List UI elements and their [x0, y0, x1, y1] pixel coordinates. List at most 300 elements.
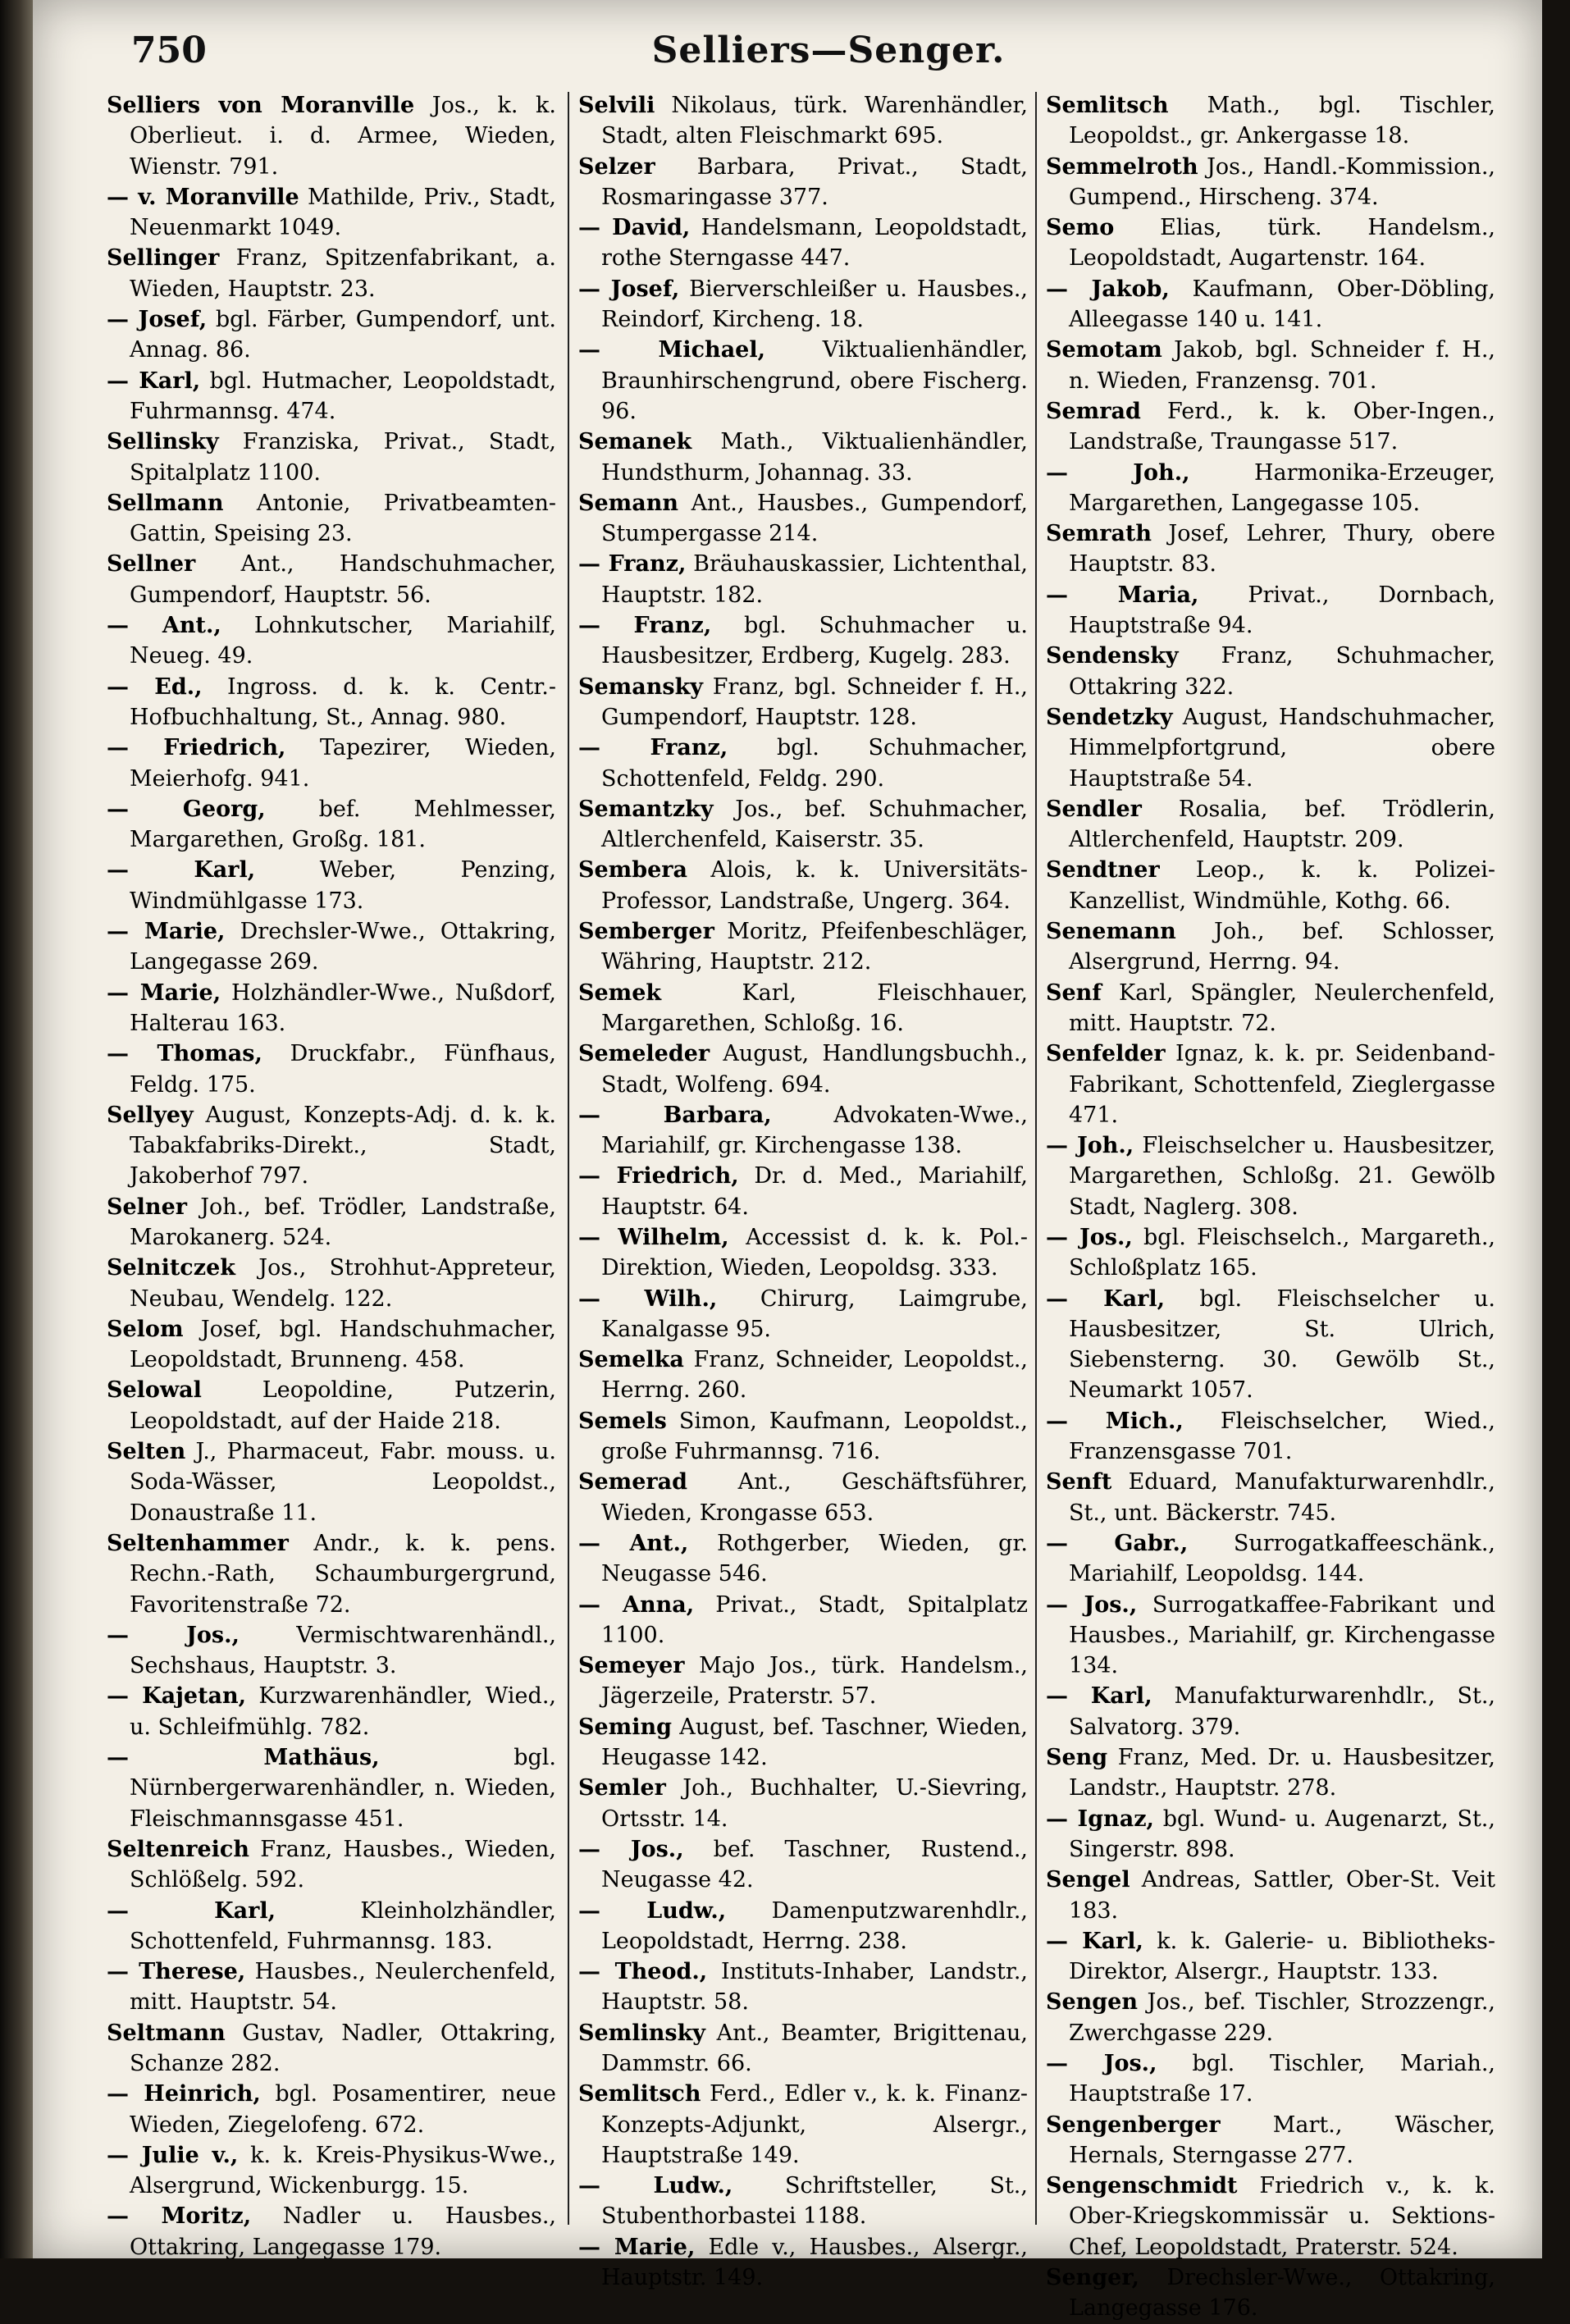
entry-details: bgl. Färber, Gumpendorf, unt. Annag. 86. [130, 307, 556, 363]
entry-details: August, Handschuhmacher, Himmelpfortgrund, obere Hauptstraße 54. [1069, 704, 1495, 792]
entry-surname: Semerad [578, 1469, 688, 1495]
directory-entry [578, 1528, 1028, 1590]
entry-surname: Selom [107, 1316, 184, 1342]
entry-details: Josef, bgl. Handschuhmacher, Leopoldstadt, Brunneng. 458. [130, 1316, 556, 1373]
entry-details: August, bef. Taschner, Wieden, Heugasse 142. [601, 1714, 1028, 1771]
directory-entry [578, 733, 1028, 794]
directory-entry [107, 978, 556, 1039]
directory-entry [578, 212, 1028, 274]
entry-details: Bräuhauskassier, Lichtenthal, Hauptstr. 182. [601, 551, 1028, 608]
entry-surname: Selliers von Moranville [107, 93, 415, 118]
entry-surname: Semler [578, 1775, 666, 1801]
entry-surname: — Ludw., [578, 1897, 727, 1924]
entry-surname: — Josef, [578, 276, 680, 302]
entry-surname: Semlitsch [1046, 93, 1169, 118]
entry-details: Franz, Med. Dr. u. Hausbesitzer, Landstr., Hauptstr. 278. [1069, 1745, 1495, 1801]
directory-entry [578, 2171, 1028, 2232]
entry-details: Ant., Hausbes., Gumpendorf, Stumpergasse 214. [601, 490, 1028, 547]
directory-entry [578, 2018, 1028, 2080]
entry-surname: — Heinrich, [107, 2081, 261, 2107]
directory-entry [1046, 1284, 1495, 1406]
entry-details: Handelsmann, Leopoldstadt, rothe Sterngasse 447. [601, 215, 1028, 272]
entry-details: k. k. Galerie- u. Bibliotheks-Direktor, Alsergr., Hauptstr. 133. [1069, 1928, 1495, 1985]
directory-entry [1046, 1406, 1495, 1468]
directory-entry [1046, 702, 1495, 794]
entry-surname: — Ludw., [578, 2173, 733, 2199]
directory-entry [107, 243, 556, 304]
entry-surname: — Wilhelm, [578, 1224, 729, 1250]
entry-surname: — Karl, [107, 857, 256, 883]
directory-entry [578, 274, 1028, 336]
entry-details: Ant., Handschuhmacher, Gumpendorf, Hauptstr. 56. [130, 551, 556, 608]
entry-surname: Senf [1046, 979, 1102, 1006]
directory-entry [107, 1039, 556, 1100]
directory-entry [578, 1161, 1028, 1222]
entry-surname: Semek [578, 979, 662, 1006]
entry-details: Antonie, Privatbeamten-Gattin, Speising 23. [130, 490, 556, 547]
entry-surname: — Ant., [107, 613, 221, 639]
entry-surname: — Franz, [578, 551, 687, 578]
directory-entry [1046, 2048, 1495, 2110]
entry-surname: Sellyey [107, 1102, 194, 1128]
entry-details: Leop., k. k. Polizei-Kanzellist, Windmühle, Kothg. 66. [1069, 857, 1495, 914]
entry-surname: Sendler [1046, 796, 1142, 822]
entry-surname: Semberger [578, 919, 714, 945]
entry-surname: Seng [1046, 1745, 1108, 1771]
directory-entry [107, 794, 556, 856]
entry-details: Franz, Spitzenfabrikant, a. Wieden, Hauptstr. 23. [130, 245, 556, 302]
entry-details: bgl. Schuhmacher, Schottenfeld, Feldg. 290. [601, 735, 1028, 792]
entry-details: August, Konzepts-Adj. d. k. k. Tabakfabriks-Direkt., Stadt, Jakoberhof 797. [130, 1102, 556, 1189]
directory-entry [578, 152, 1028, 213]
entry-surname: — Jos., [1046, 2051, 1157, 2076]
entry-surname: — Karl, [1046, 1928, 1143, 1954]
entry-details: Franziska, Privat., Stadt, Spitalplatz 1100. [130, 429, 556, 486]
directory-entry [107, 2140, 556, 2202]
entry-details: Dr. d. Med., Mariahilf, Hauptstr. 64. [601, 1163, 1029, 1220]
directory-entry [107, 1834, 556, 1896]
entry-details: J., Pharmaceut, Fabr. mouss. u. Soda-Wässer, Leopoldst., Donaustraße 11. [130, 1439, 556, 1526]
entry-surname: — Georg, [107, 796, 266, 822]
directory-entry [107, 1192, 556, 1253]
entry-surname: Sellinsky [107, 429, 219, 455]
entry-surname: — Jakob, [1046, 276, 1170, 302]
directory-entry [1046, 1681, 1495, 1742]
directory-entry [1046, 1130, 1495, 1222]
directory-entry [578, 1590, 1028, 1651]
directory-column-2 [578, 90, 1029, 2291]
entry-details: Kurzwarenhändler, Wied., u. Schleifmühlg. 782. [130, 1683, 556, 1740]
entry-details: Lohnkutscher, Mariahilf, Neueg. 49. [130, 613, 556, 669]
entry-surname: Sengel [1046, 1867, 1130, 1893]
entry-details: Karl, Spängler, Neulerchenfeld, mitt. Hauptstr. 72. [1069, 979, 1495, 1036]
directory-entry [107, 1253, 556, 1314]
entry-surname: — Mich., [1046, 1408, 1184, 1434]
entry-surname: Semmelroth [1046, 153, 1198, 180]
entry-details: Schriftsteller, St., Stubenthorbastei 1188. [601, 2173, 1028, 2230]
directory-entry [578, 672, 1028, 733]
entry-surname: Sellner [107, 551, 196, 578]
directory-entry [107, 427, 556, 488]
directory-entry [578, 1222, 1028, 1284]
directory-entry [578, 610, 1028, 672]
column-divider-2 [1035, 92, 1037, 2225]
directory-entry [1046, 396, 1495, 458]
entry-details: Franz, bgl. Schneider f. H., Gumpendorf, Hauptstr. 128. [601, 673, 1028, 730]
entry-surname: Semelka [578, 1347, 684, 1373]
entry-details: Josef, Lehrer, Thury, obere Hauptstr. 83. [1069, 521, 1495, 578]
directory-entry [107, 366, 556, 427]
directory-entry [578, 1834, 1028, 1896]
entry-details: Advokaten-Wwe., Mariahilf, gr. Kirchengasse 138. [601, 1102, 1028, 1159]
entry-surname: Selzer [578, 153, 655, 180]
directory-entry [1046, 518, 1495, 580]
entry-surname: Semels [578, 1408, 667, 1434]
directory-entry [578, 1896, 1028, 1957]
entry-details: Surrogatkaffeeschänk., Mariahilf, Leopoldsg. 144. [1069, 1530, 1495, 1587]
entry-surname: — Friedrich, [107, 735, 286, 761]
entry-details: bgl. Hutmacher, Leopoldstadt, Fuhrmannsg. 474. [130, 368, 556, 424]
directory-entry [578, 1039, 1028, 1100]
directory-entry [107, 182, 556, 244]
entry-details: bef. Mehlmesser, Margarethen, Großg. 181. [130, 796, 556, 853]
directory-entry [578, 549, 1028, 610]
directory-entry [107, 2079, 556, 2140]
directory-column-1 [107, 90, 557, 2260]
entry-surname: Semlinsky [578, 2020, 705, 2046]
entry-details: August, Handlungsbuchh., Stadt, Wolfeng. 694. [601, 1041, 1028, 1098]
directory-entry [107, 2201, 556, 2262]
entry-surname: — Ignaz, [1046, 1806, 1154, 1832]
entry-surname: Sendetzky [1046, 704, 1173, 730]
entry-details: Franz, Schuhmacher, Ottakring 322. [1069, 643, 1495, 700]
directory-entry [578, 1773, 1028, 1834]
entry-details: Druckfabr., Fünfhaus, Feldg. 175. [130, 1041, 556, 1098]
entry-surname: — Kajetan, [107, 1683, 247, 1710]
entry-details: Ferd., k. k. Ober-Ingen., Landstraße, Traungasse 517. [1069, 398, 1495, 455]
directory-entry [107, 855, 556, 916]
directory-entry [1046, 794, 1495, 856]
entry-details: Instituts-Inhaber, Landstr., Hauptstr. 58. [601, 1959, 1028, 2016]
entry-details: Eduard, Manufakturwarenhdlr., St., unt. Bäckerstr. 745. [1069, 1469, 1495, 1526]
directory-entry [578, 2232, 1028, 2294]
entry-surname: Semo [1046, 215, 1115, 241]
entry-surname: — Jos., [1046, 1591, 1138, 1618]
entry-surname: — Ant., [578, 1530, 689, 1556]
entry-surname: Semantzky [578, 796, 714, 822]
directory-entry [107, 1620, 556, 1682]
entry-surname: Sendtner [1046, 857, 1160, 883]
directory-entry [578, 1956, 1028, 2018]
directory-column-3 [1046, 90, 1496, 2322]
entry-details: Manufakturwarenhdlr., St., Salvatorg. 379. [1069, 1683, 1495, 1740]
entry-surname: Selten [107, 1439, 186, 1465]
entry-details: Joh., Buchhalter, U.-Sievring, Ortsstr. 14. [601, 1775, 1028, 1832]
directory-entry [1046, 978, 1495, 1039]
directory-entry [107, 916, 556, 978]
directory-entry [107, 610, 556, 672]
entry-surname: — Maria, [1046, 582, 1199, 608]
page-header [131, 30, 1526, 79]
directory-entry [1046, 1222, 1495, 1284]
entry-details: Harmonika-Erzeuger, Margarethen, Langegasse 105. [1069, 459, 1495, 516]
entry-surname: — Mathäus, [107, 1745, 380, 1771]
entry-details: Mathilde, Priv., Stadt, Neuenmarkt 1049. [130, 184, 556, 241]
entry-details: Holzhändler-Wwe., Nußdorf, Halterau 163. [130, 979, 556, 1036]
directory-entry [107, 1956, 556, 2018]
entry-details: Tapezirer, Wieden, Meierhofg. 941. [130, 735, 556, 792]
directory-entry [578, 916, 1028, 978]
entry-surname: Sellinger [107, 245, 220, 272]
directory-entry [1046, 2110, 1495, 2171]
directory-entry [107, 488, 556, 550]
directory-entry [107, 672, 556, 733]
directory-entry [1046, 1590, 1495, 1682]
entry-surname: Semeleder [578, 1041, 710, 1067]
directory-entry [1046, 916, 1495, 978]
entry-surname: Semann [578, 490, 679, 516]
entry-surname: — v. Moranville [107, 184, 299, 210]
entry-details: Privat., Stadt, Spitalplatz 1100. [601, 1591, 1028, 1648]
directory-entry [107, 1742, 556, 1834]
entry-surname: — Franz, [578, 735, 728, 761]
entry-details: bgl. Nürnbergerwarenhändler, n. Wieden, Fleischmannsgasse 451. [130, 1745, 556, 1832]
entry-details: bgl. Fleischselch., Margareth., Schloßplatz 165. [1069, 1224, 1496, 1281]
entry-details: Weber, Penzing, Windmühlgasse 173. [130, 857, 556, 914]
directory-entry [578, 2079, 1028, 2171]
directory-entry [1046, 1987, 1495, 2048]
directory-entry [107, 1896, 556, 1957]
entry-details: bgl. Wund- u. Augenarzt, St., Singerstr. 898. [1069, 1806, 1495, 1862]
entry-details: Barbara, Privat., Stadt, Rosmaringasse 377. [601, 153, 1028, 210]
directory-entry [1046, 1865, 1495, 1926]
directory-entry [578, 1100, 1028, 1162]
entry-details: Simon, Kaufmann, Leopoldst., große Fuhrmannsg. 716. [601, 1408, 1028, 1465]
entry-details: Jos., bef. Tischler, Strozzengr., Zwerchgasse 229. [1069, 1989, 1495, 2046]
directory-entry [107, 1528, 556, 1620]
entry-details: Ant., Geschäftsführer, Wieden, Krongasse 653. [601, 1469, 1028, 1526]
directory-entry [1046, 212, 1495, 274]
directory-entry [578, 794, 1028, 856]
directory-entry [107, 1375, 556, 1436]
directory-entry [1046, 1528, 1495, 1590]
entry-details: Jakob, bgl. Schneider f. H., n. Wieden, Franzensg. 701. [1069, 337, 1495, 394]
directory-entry [578, 978, 1028, 1039]
entry-details: Nikolaus, türk. Warenhändler, Stadt, alten Fleischmarkt 695. [601, 93, 1028, 149]
entry-details: Edle v., Hausbes., Alsergr., Hauptstr. 149. [601, 2234, 1028, 2291]
entry-surname: Selvili [578, 93, 655, 118]
running-head: Selliers—Senger. [651, 30, 1006, 71]
directory-entry [578, 1712, 1028, 1774]
entry-surname: Seltmann [107, 2020, 226, 2046]
entry-details: Jos., bef. Schuhmacher, Altlerchenfeld, Kaiserstr. 35. [601, 796, 1028, 853]
directory-entry [578, 427, 1028, 488]
entry-details: Fleischselcher u. Hausbesitzer, Margarethen, Schloßg. 21. Gewölb Stadt, Naglerg. 308. [1069, 1133, 1495, 1220]
directory-entry [578, 1284, 1028, 1345]
entry-details: Ferd., Edler v., k. k. Finanz-Konzepts-Adjunkt, Alsergr., Hauptstraße 149. [601, 2081, 1028, 2168]
directory-entry [1046, 2171, 1495, 2262]
entry-surname: — Joh., [1046, 459, 1190, 486]
entry-details: Kleinholzhändler, Schottenfeld, Fuhrmannsg. 183. [130, 1897, 556, 1954]
directory-entry [578, 1345, 1028, 1406]
entry-surname: — Gabr., [1046, 1530, 1189, 1556]
entry-surname: — Anna, [578, 1591, 695, 1618]
entry-surname: Senfelder [1046, 1041, 1166, 1067]
entry-surname: — Josef, [107, 307, 208, 333]
entry-details: bgl. Schuhmacher u. Hausbesitzer, Erdberg, Kugelg. 283. [601, 613, 1028, 669]
entry-surname: Semeyer [578, 1653, 685, 1679]
entry-details: Jos., k. k. Oberlieut. i. d. Armee, Wieden, Wienstr. 791. [130, 93, 556, 180]
directory-entry [1046, 855, 1495, 916]
entry-surname: — Marie, [578, 2234, 696, 2260]
entry-surname: Senger, [1046, 2265, 1140, 2291]
entry-details: Viktualienhändler, Braunhirschengrund, obere Fischerg. 96. [601, 337, 1028, 424]
entry-details: Leopoldine, Putzerin, Leopoldstadt, auf der Haide 218. [130, 1377, 556, 1434]
entry-details: Franz, Schneider, Leopoldst., Herrng. 260. [601, 1347, 1028, 1404]
directory-entry [107, 2018, 556, 2080]
directory-entry [1046, 1467, 1495, 1528]
entry-surname: Semrath [1046, 521, 1152, 547]
directory-entry [1046, 1742, 1495, 1804]
directory-entry [1046, 335, 1495, 396]
directory-entry [578, 1406, 1028, 1468]
directory-entry [1046, 458, 1495, 519]
entry-surname: — Jos., [1046, 1224, 1133, 1250]
entry-surname: — Karl, [107, 368, 201, 394]
directory-entry [1046, 641, 1495, 702]
entry-surname: Sengenberger [1046, 2112, 1221, 2138]
entry-details: Rothgerber, Wieden, gr. Neugasse 546. [601, 1530, 1028, 1587]
entry-details: Nadler u. Hausbes., Ottakring, Langegasse 179. [130, 2203, 556, 2260]
entry-surname: Sengen [1046, 1989, 1138, 2016]
entry-details: bgl. Posamentirer, neue Wieden, Ziegelofeng. 672. [130, 2081, 556, 2138]
directory-entry [1046, 152, 1495, 213]
directory-entry [1046, 2262, 1495, 2324]
entry-surname: — Therese, [107, 1959, 246, 1985]
entry-surname: Senemann [1046, 919, 1176, 945]
directory-entry [578, 335, 1028, 427]
directory-entry [1046, 274, 1495, 336]
directory-entry [107, 1436, 556, 1528]
entry-surname: Seltenreich [107, 1836, 249, 1862]
entry-details: Elias, türk. Handelsm., Leopoldstadt, Augartenstr. 164. [1069, 215, 1495, 272]
entry-details: Damenputzwarenhdlr., Leopoldstadt, Herrng. 238. [601, 1897, 1028, 1954]
entry-surname: — Karl, [107, 1897, 276, 1924]
page-number: 750 [131, 30, 207, 71]
entry-details: Kaufmann, Ober-Döbling, Alleegasse 140 u. 141. [1069, 276, 1495, 333]
directory-entry [107, 90, 556, 182]
directory-entry [578, 488, 1028, 550]
directory-entry [107, 304, 556, 366]
entry-surname: — Barbara, [578, 1102, 772, 1128]
entry-details: Alois, k. k. Universitäts-Professor, Landstraße, Ungerg. 364. [601, 857, 1028, 914]
entry-details: Bierverschleißer u. Hausbes., Reindorf, Kircheng. 18. [601, 276, 1028, 333]
entry-details: Hausbes., Neulerchenfeld, mitt. Hauptstr. 54. [130, 1959, 556, 2016]
entry-surname: Seming [578, 1714, 673, 1740]
entry-details: Accessist d. k. k. Pol.-Direktion, Wieden, Leopoldsg. 333. [601, 1224, 1029, 1281]
entry-details: Joh., bef. Schlosser, Alsergrund, Herrng. 94. [1069, 919, 1495, 975]
entry-surname: — Karl, [1046, 1683, 1152, 1710]
entry-details: Mart., Wäscher, Hernals, Sterngasse 277. [1069, 2112, 1495, 2168]
directory-entry [1046, 580, 1495, 641]
entry-details: bgl. Fleischselcher u. Hausbesitzer, St. Ulrich, Siebensterng. 30. Gewölb St., Neumarkt 1057. [1069, 1285, 1495, 1404]
entry-surname: Senft [1046, 1469, 1112, 1495]
directory-entry [1046, 1039, 1495, 1130]
entry-surname: — Franz, [578, 613, 712, 639]
entry-details: Joh., bef. Trödler, Landstraße, Marokanerg. 524. [130, 1194, 556, 1250]
entry-surname: Semotam [1046, 337, 1162, 363]
entry-details: k. k. Kreis-Physikus-Wwe., Alsergrund, Wickenburgg. 15. [130, 2142, 557, 2199]
entry-details: Friedrich v., k. k. Ober-Kriegskommissär u. Sektions-Chef, Leopoldstadt, Praterstr. 524. [1069, 2173, 1495, 2260]
entry-details: Franz, Hausbes., Wieden, Schlößelg. 592. [130, 1836, 556, 1893]
directory-entry [578, 1467, 1028, 1528]
entry-details: Andreas, Sattler, Ober-St. Veit 183. [1069, 1867, 1495, 1924]
entry-details: Ant., Beamter, Brigittenau, Dammstr. 66. [601, 2020, 1028, 2076]
entry-surname: Semansky [578, 673, 703, 700]
column-divider-1 [568, 92, 569, 2225]
entry-details: Jos., Strohhut-Appreteur, Neubau, Wendelg. 122. [130, 1255, 556, 1312]
entry-details: bgl. Tischler, Mariah., Hauptstraße 17. [1069, 2051, 1495, 2107]
book-spine-shadow [0, 0, 33, 2258]
entry-surname: — Joh., [1046, 1133, 1134, 1159]
entry-details: Fleischselcher, Wied., Franzensgasse 701. [1069, 1408, 1495, 1465]
entry-details: Chirurg, Laimgrube, Kanalgasse 95. [601, 1285, 1028, 1342]
entry-surname: Selowal [107, 1377, 202, 1404]
entry-details: Drechsler-Wwe., Ottakring, Langegasse 269. [130, 919, 556, 975]
entry-surname: — Jos., [107, 1622, 240, 1648]
entry-surname: — Moritz, [107, 2203, 252, 2230]
entry-surname: — Jos., [578, 1836, 684, 1862]
entry-surname: — Thomas, [107, 1041, 262, 1067]
entry-surname: — Friedrich, [578, 1163, 739, 1189]
entry-surname: — Julie v., [107, 2142, 239, 2168]
entry-surname: Semlitsch [578, 2081, 701, 2107]
entry-surname: Sembera [578, 857, 688, 883]
entry-surname: — Marie, [107, 979, 221, 1006]
entry-details: Karl, Fleischhauer, Margarethen, Schloßg. 16. [601, 979, 1028, 1036]
entry-surname: Seltenhammer [107, 1530, 289, 1556]
entry-details: Jos., Handl.-Kommission., Gumpend., Hirscheng. 374. [1069, 153, 1495, 210]
entry-surname: Semanek [578, 429, 692, 455]
directory-entry [107, 1100, 556, 1192]
entry-details: Privat., Dornbach, Hauptstraße 94. [1069, 582, 1495, 639]
entry-details: Drechsler-Wwe., Ottakring, Langegasse 176. [1069, 2265, 1495, 2322]
entry-details: Surrogatkaffee-Fabrikant und Hausbes., Mariahilf, gr. Kirchengasse 134. [1069, 1591, 1495, 1679]
directory-entry [578, 1651, 1028, 1712]
directory-entry [1046, 1926, 1495, 1988]
directory-entry [1046, 1804, 1495, 1865]
entry-details: Vermischtwarenhändl., Sechshaus, Hauptstr. 3. [130, 1622, 556, 1679]
entry-surname: — Marie, [107, 919, 226, 945]
entry-surname: Sendensky [1046, 643, 1179, 669]
directory-entry [107, 549, 556, 610]
entry-surname: — Wilh., [578, 1285, 718, 1312]
entry-surname: Selnitczek [107, 1255, 235, 1281]
directory-entry [107, 1681, 556, 1742]
directory-entry [578, 855, 1028, 916]
entry-surname: Sengenschmidt [1046, 2173, 1238, 2199]
entry-details: Moritz, Pfeifenbeschläger, Währing, Hauptstr. 212. [601, 919, 1028, 975]
entry-details: Rosalia, bef. Trödlerin, Altlerchenfeld, Hauptstr. 209. [1069, 796, 1495, 853]
entry-surname: — Karl, [1046, 1285, 1165, 1312]
directory-entry [107, 733, 556, 794]
entry-surname: — Michael, [578, 337, 766, 363]
entry-details: Majo Jos., türk. Handelsm., Jägerzeile, Praterstr. 57. [601, 1653, 1028, 1710]
entry-details: Andr., k. k. pens. Rechn.-Rath, Schaumburgergrund, Favoritenstraße 72. [130, 1530, 556, 1618]
entry-surname: Selner [107, 1194, 187, 1220]
directory-entry [1046, 90, 1495, 152]
entry-surname: — Ed., [107, 673, 203, 700]
